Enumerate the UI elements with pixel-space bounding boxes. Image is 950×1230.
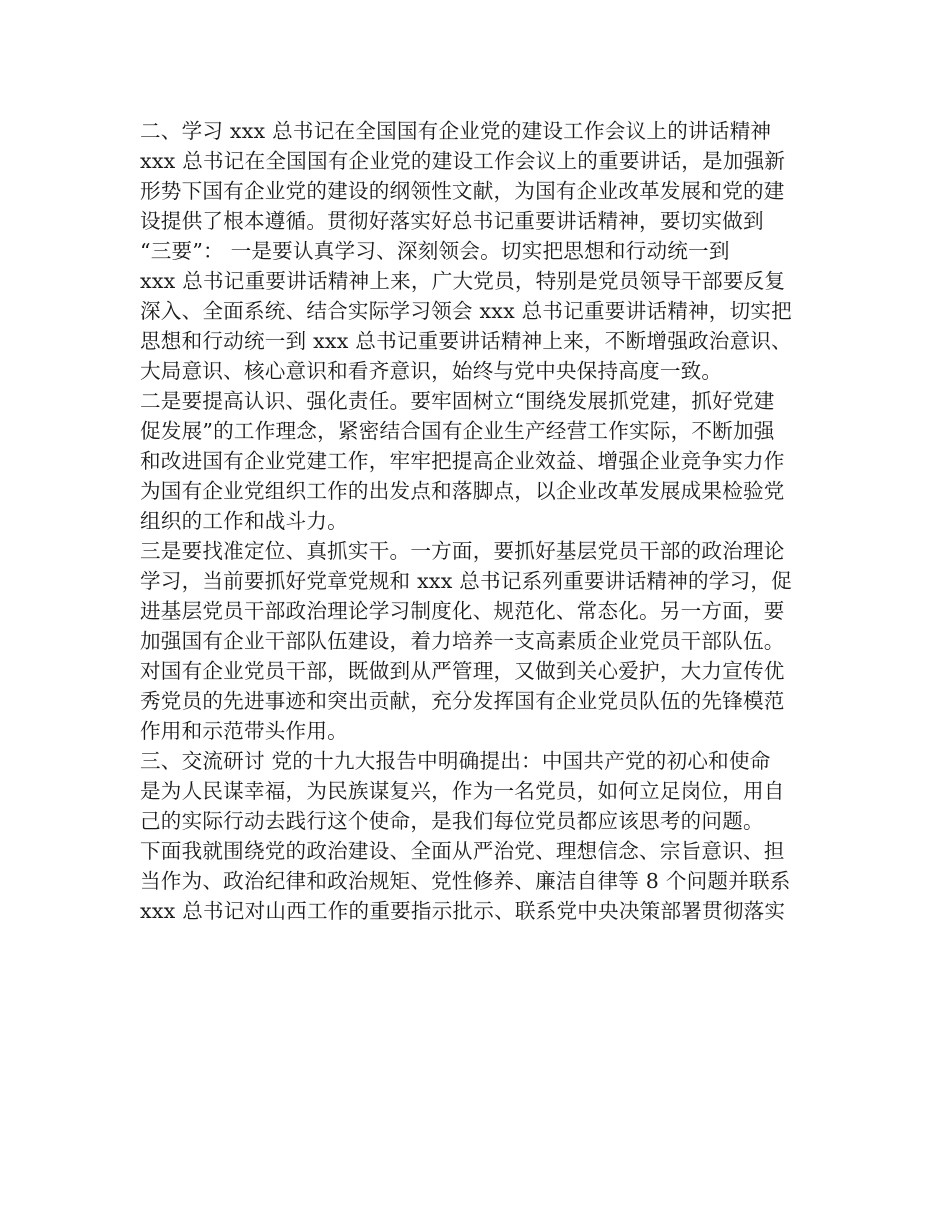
text-line-26: 当作为、政治纪律和政治规矩、党性修养、廉洁自律等 8 个问题并联系	[140, 869, 791, 893]
text-line-24: 己的实际行动去践行这个使命，是我们每位党员都应该思考的问题。	[140, 809, 764, 833]
text-line-20: 秀党员的先进事迹和突出贡献，充分发挥国有企业党员队伍的先锋模范	[140, 689, 785, 713]
text-line-2: xxx 总书记在全国国有企业党的建设工作会议上的重要讲话，是加强新	[140, 149, 786, 173]
text-line-15: 三是要找准定位、真抓实干。一方面，要抓好基层党员干部的政治理论	[140, 539, 785, 563]
text-line-27: xxx 总书记对山西工作的重要指示批示、联系党中央决策部署贯彻落实	[140, 899, 786, 923]
text-line-23: 是为人民谋幸福，为民族谋复兴，作为一名党员，如何立足岗位，用自	[140, 779, 785, 803]
text-line-6: xxx 总书记重要讲话精神上来，广大党员，特别是党员领导干部要反复	[140, 269, 786, 293]
text-line-10: 二是要提高认识、强化责任。要牢固树立“围绕发展抓党建，抓好党建	[140, 389, 775, 413]
document-body	[140, 116, 816, 926]
text-line-8: 思想和行动统一到 xxx 总书记重要讲话精神上来，不断增强政治意识、	[140, 329, 792, 353]
text-line-1: 二、学习 xxx 总书记在全国国有企业党的建设工作会议上的讲话精神	[140, 119, 772, 143]
text-line-11: 促发展”的工作理念，紧密结合国有企业生产经营工作实际，不断加强	[140, 419, 775, 443]
text-line-14: 组织的工作和战斗力。	[140, 509, 348, 533]
text-line-9: 大局意识、核心意识和看齐意识，始终与党中央保持高度一致。	[140, 359, 723, 383]
text-line-12: 和改进国有企业党建工作，牢牢把提高企业效益、增强企业竞争实力作	[140, 449, 785, 473]
text-line-19: 对国有企业党员干部，既做到从严管理，又做到关心爱护，大力宣传优	[140, 659, 785, 683]
text-line-17: 进基层党员干部政治理论学习制度化、规范化、常态化。另一方面，要	[140, 599, 785, 623]
text-line-22: 三、交流研讨 党的十九大报告中明确提出：中国共产党的初心和使命	[140, 749, 771, 773]
text-line-18: 加强国有企业干部队伍建设，着力培养一支高素质企业党员干部队伍。	[140, 629, 785, 653]
text-line-21: 作用和示范带头作用。	[140, 719, 348, 743]
text-line-13: 为国有企业党组织工作的出发点和落脚点，以企业改革发展成果检验党	[140, 479, 785, 503]
text-line-5: “三要”： 一是要认真学习、深刻领会。切实把思想和行动统一到	[140, 239, 730, 263]
text-line-25: 下面我就围绕党的政治建设、全面从严治党、理想信念、宗旨意识、担	[140, 839, 785, 863]
text-line-4: 设提供了根本遵循。贯彻好落实好总书记重要讲话精神，要切实做到	[140, 209, 764, 233]
text-line-16: 学习，当前要抓好党章党规和 xxx 总书记系列重要讲话精神的学习，促	[140, 569, 792, 593]
text-line-3: 形势下国有企业党的建设的纲领性文献，为国有企业改革发展和党的建	[140, 179, 785, 203]
text-line-7: 深入、全面系统、结合实际学习领会 xxx 总书记重要讲话精神，切实把	[140, 299, 792, 323]
